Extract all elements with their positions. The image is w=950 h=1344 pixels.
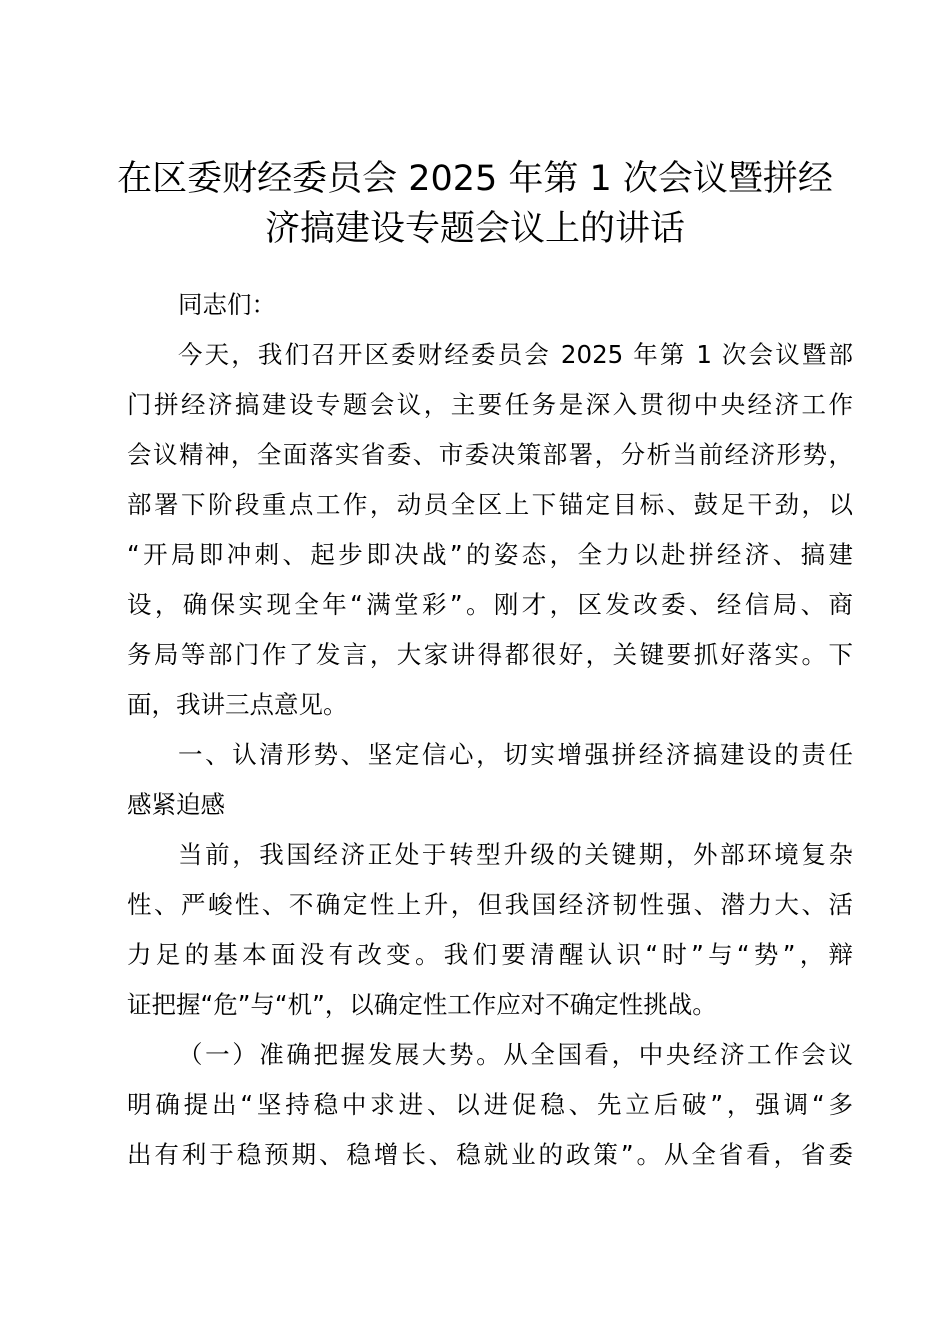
paragraph-1-line-8: 面，我讲三点意见。 — [127, 690, 348, 719]
paragraph-1-line-6: 设，确保实现全年“满堂彩”。刚才，区发改委、经信局、商 — [127, 590, 853, 619]
section-heading-1-line-1: 一、认清形势、坚定信心，切实增强拼经济搞建设的责任 — [178, 740, 853, 769]
paragraph-3-line-3: 出有利于稳预期、稳增长、稳就业的政策”。从全省看，省委 — [127, 1140, 853, 1169]
paragraph-2-line-2: 性、严峻性、不确定性上升，但我国经济韧性强、潜力大、活 — [127, 890, 853, 919]
paragraph-1-line-4: 部署下阶段重点工作，动员全区上下锚定目标、鼓足干劲，以 — [127, 490, 853, 519]
paragraph-2-line-1: 当前，我国经济正处于转型升级的关键期，外部环境复杂 — [178, 840, 853, 869]
document-title-line-1: 在区委财经委员会 2025 年第 1 次会议暨拼经 — [117, 159, 833, 199]
paragraph-1-line-5: “开局即冲刺、起步即决战”的姿态，全力以赴拼经济、搞建 — [127, 540, 853, 569]
paragraph-1-line-2: 门拼经济搞建设专题会议，主要任务是深入贯彻中央经济工作 — [127, 390, 853, 419]
paragraph-2-line-3: 力足的基本面没有改变。我们要清醒认识“时”与“势”，辩 — [127, 940, 853, 969]
paragraph-1-line-3: 会议精神，全面落实省委、市委决策部署，分析当前经济形势， — [127, 440, 853, 469]
section-heading-1-line-2: 感紧迫感 — [127, 790, 225, 819]
paragraph-2-line-4: 证把握“危”与“机”，以确定性工作应对不确定性挑战。 — [127, 990, 717, 1019]
document-title-line-2: 济搞建设专题会议上的讲话 — [264, 209, 685, 249]
paragraph-3-line-1: （一）准确把握发展大势。从全国看，中央经济工作会议 — [178, 1040, 853, 1069]
paragraph-1-line-1: 今天，我们召开区委财经委员会 2025 年第 1 次会议暨部 — [178, 340, 853, 369]
paragraph-3-line-2: 明确提出“坚持稳中求进、以进促稳、先立后破”，强调“多 — [127, 1090, 853, 1119]
paragraph-1-line-7: 务局等部门作了发言，大家讲得都很好，关键要抓好落实。下 — [127, 640, 853, 669]
salutation: 同志们： — [178, 290, 276, 319]
